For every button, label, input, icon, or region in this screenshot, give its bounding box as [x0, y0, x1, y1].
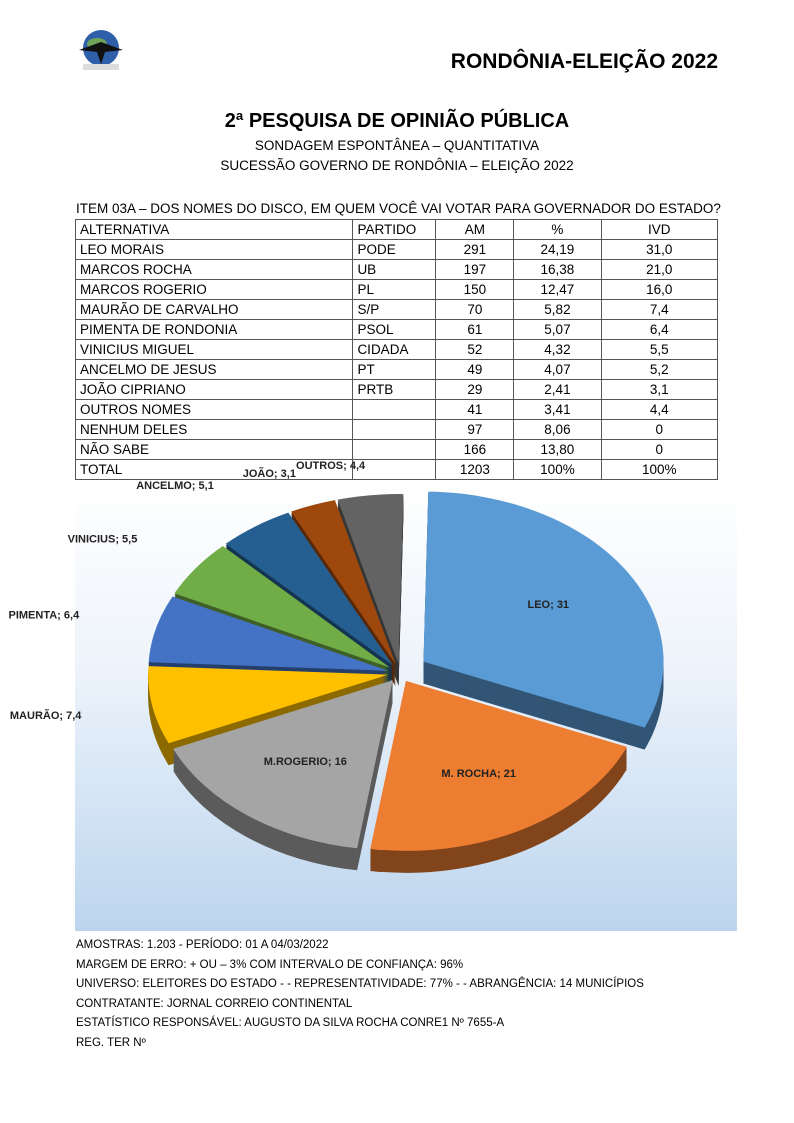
data-label: JOÃO; 3,1: [242, 468, 296, 481]
table-cell: [353, 420, 436, 440]
institute-logo: [75, 28, 127, 72]
table-cell: 0: [601, 420, 717, 440]
table-cell: 150: [436, 280, 514, 300]
table-cell: MARCOS ROGERIO: [76, 280, 353, 300]
table-row: [76, 300, 718, 320]
table-cell: 0: [601, 440, 717, 460]
table-cell: NÃO SABE: [76, 440, 353, 460]
subtitle-1: SONDAGEM ESPONTÂNEA – QUANTITATIVA: [254, 138, 540, 153]
footer-line: UNIVERSO: ELEITORES DO ESTADO - - REPRESENTATIVIDADE: 77% - - ABRANGÊNCIA: 14 MUNICÍPIOS: [76, 978, 644, 990]
table-cell: 41: [436, 400, 514, 420]
footer-line: REG. TER Nº: [76, 1036, 146, 1049]
table-cell: 61: [436, 320, 514, 340]
table-cell: 5,82: [514, 300, 601, 320]
table-cell: 2,41: [514, 380, 601, 400]
table-cell: 5,5: [601, 340, 717, 360]
table-cell: 16,38: [514, 260, 601, 280]
table-header-row: [76, 220, 718, 240]
results-table: [75, 219, 718, 480]
table-cell: 6,4: [601, 320, 717, 340]
table-cell: VINICIUS MIGUEL: [76, 340, 353, 360]
column-header: PARTIDO: [353, 220, 436, 240]
table-cell: 97: [436, 420, 514, 440]
table-cell: 8,06: [514, 420, 601, 440]
column-header: IVD: [601, 220, 717, 240]
table-cell: 13,80: [514, 440, 601, 460]
table-cell: ANCELMO DE JESUS: [76, 360, 353, 380]
table-cell: PT: [353, 360, 436, 380]
table-row: [76, 380, 718, 400]
table-row: [76, 360, 718, 380]
table-row: [76, 320, 718, 340]
table-cell: UB: [353, 260, 436, 280]
table-cell: 4,32: [514, 340, 601, 360]
table-cell: 29: [436, 380, 514, 400]
table-row: [76, 340, 718, 360]
table-cell: 3,1: [601, 380, 717, 400]
table-cell: 16,0: [601, 280, 717, 300]
table-cell: [353, 460, 436, 480]
table-cell: 4,4: [601, 400, 717, 420]
subtitle-2: SUCESSÃO GOVERNO DE RONDÔNIA – ELEIÇÃO 2022: [220, 158, 574, 173]
table-cell: MAURÃO DE CARVALHO: [76, 300, 353, 320]
table-cell: [353, 440, 436, 460]
table-cell: PODE: [353, 240, 436, 260]
table-cell: 7,4: [601, 300, 717, 320]
table-cell: OUTROS NOMES: [76, 400, 353, 420]
table-cell: 5,2: [601, 360, 717, 380]
table-cell: PSOL: [353, 320, 436, 340]
table-row: [76, 420, 718, 440]
table-row: [76, 440, 718, 460]
question: ITEM 03A – DOS NOMES DO DISCO, EM QUEM VOCÊ VAI VOTAR PARA GOVERNADOR DO ESTADO?: [76, 201, 721, 216]
table-cell: 197: [436, 260, 514, 280]
table-cell: JOÃO CIPRIANO: [76, 380, 353, 400]
table-cell: 52: [436, 340, 514, 360]
table-cell: CIDADA: [353, 340, 436, 360]
table-cell: LEO MORAIS: [76, 240, 353, 260]
table-cell: [353, 400, 436, 420]
data-label: M. ROCHA; 21: [441, 767, 516, 780]
table-cell: 70: [436, 300, 514, 320]
data-label: OUTROS; 4,4: [296, 459, 366, 472]
column-header: AM: [436, 220, 514, 240]
data-label: VINICIUS; 5,5: [67, 533, 138, 546]
data-label: M.ROGERIO; 16: [263, 756, 347, 769]
table-cell: 31,0: [601, 240, 717, 260]
table-cell: 12,47: [514, 280, 601, 300]
footer-line: MARGEM DE ERRO: + OU – 3% COM INTERVALO DE CONFIANÇA: 96%: [76, 958, 464, 971]
table-cell: 24,19: [514, 240, 601, 260]
column-header: ALTERNATIVA: [76, 220, 353, 240]
table-cell: NENHUM DELES: [76, 420, 353, 440]
table-row: [76, 460, 718, 480]
table-row: [76, 400, 718, 420]
data-label: PIMENTA; 6,4: [8, 609, 80, 622]
table-cell: S/P: [353, 300, 436, 320]
footer-line: AMOSTRAS: 1.203 - PERÍODO: 01 A 04/03/2022: [76, 939, 329, 951]
table-cell: 5,07: [514, 320, 601, 340]
table-cell: 100%: [601, 460, 717, 480]
table-cell: 166: [436, 440, 514, 460]
table-cell: PIMENTA DE RONDONIA: [76, 320, 353, 340]
data-label: LEO; 31: [527, 599, 570, 612]
table-row: [76, 260, 718, 280]
table-row: [76, 280, 718, 300]
table-cell: MARCOS ROCHA: [76, 260, 353, 280]
page-title: 2ª PESQUISA DE OPINIÃO PÚBLICA: [224, 110, 570, 132]
region-title: RONDÔNIA-ELEIÇÃO 2022: [450, 50, 718, 73]
footer-notes: [76, 936, 644, 1053]
table-row: [76, 240, 718, 260]
footer-line: ESTATÍSTICO RESPONSÁVEL: AUGUSTO DA SILVA ROCHA CONRE1 Nº 7655-A: [76, 1017, 505, 1029]
table-cell: 21,0: [601, 260, 717, 280]
table-cell: PL: [353, 280, 436, 300]
table-cell: 3,41: [514, 400, 601, 420]
data-label: MAURÃO; 7,4: [9, 709, 82, 722]
table-cell: PRTB: [353, 380, 436, 400]
table-cell: 4,07: [514, 360, 601, 380]
footer-line: CONTRATANTE: JORNAL CORREIO CONTINENTAL: [76, 997, 353, 1010]
table-cell: 291: [436, 240, 514, 260]
data-label: ANCELMO; 5,1: [136, 479, 214, 492]
table-cell: 1203: [436, 460, 514, 480]
table-cell: 49: [436, 360, 514, 380]
table-cell: 100%: [514, 460, 601, 480]
column-header: %: [514, 220, 601, 240]
table-cell: TOTAL: [76, 460, 353, 480]
